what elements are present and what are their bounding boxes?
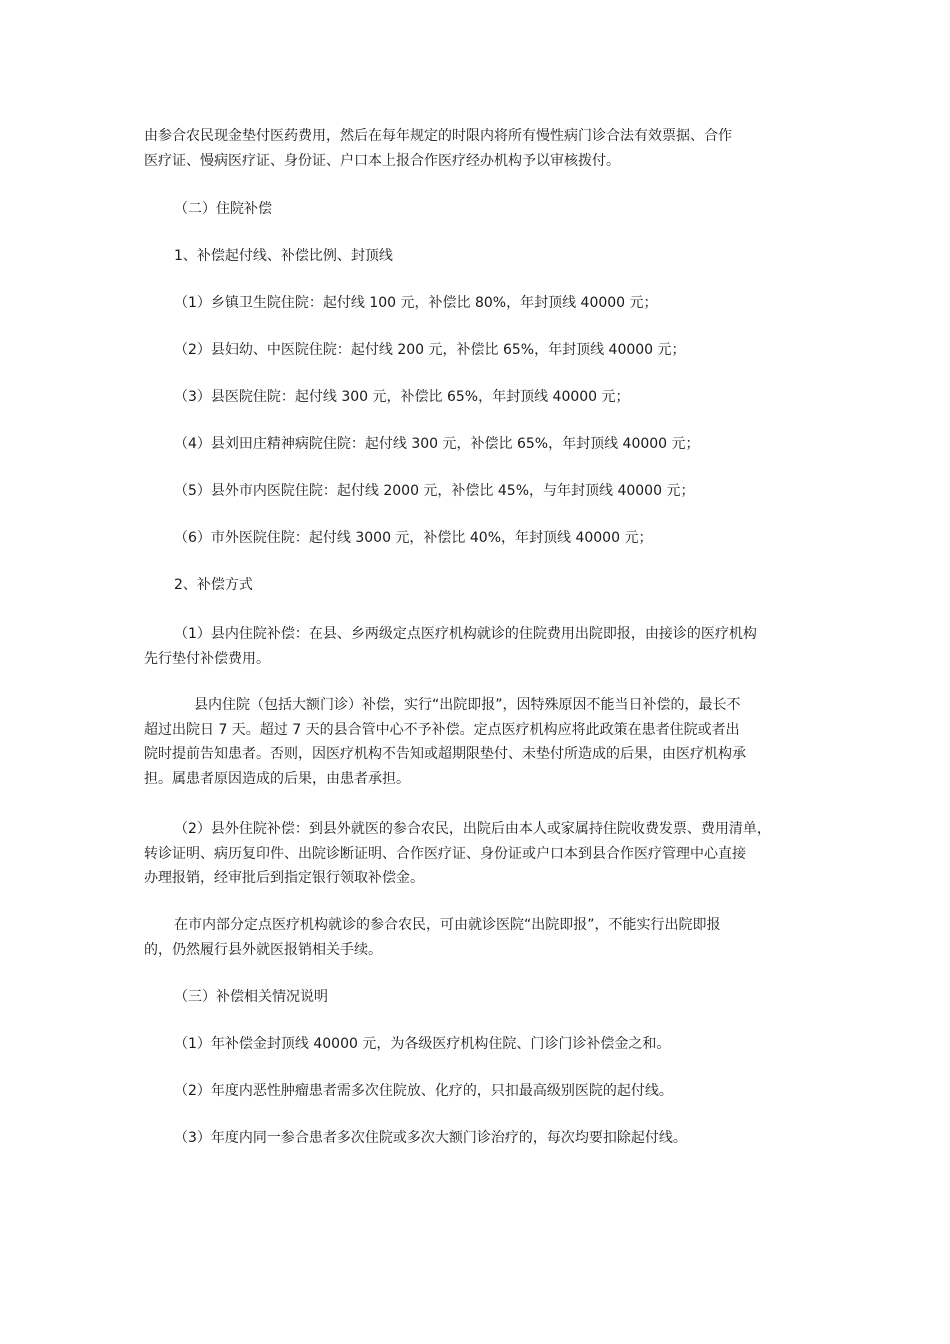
paragraph-line: 办理报销，经审批后到指定银行领取补偿金。 bbox=[144, 870, 424, 886]
intro-line: 由参合农民现金垫付医药费用，然后在每年规定的时限内将所有慢性病门诊合法有效票据、合作 bbox=[144, 128, 732, 144]
rate-item: （2）县妇幼、中医院住院：起付线 200 元，补偿比 65%，年封顶线 40000 元； bbox=[174, 342, 686, 358]
note-item: （3）年度内同一参合患者多次住院或多次大额门诊治疗的，每次均要扣除起付线。 bbox=[174, 1130, 687, 1146]
paragraph-line: 超过出院日 7 天。超过 7 天的县合管中心不予补偿。定点医疗机构应将此政策在患者住院或者出 bbox=[144, 721, 740, 738]
subheading-thresholds: 1、补偿起付线、补偿比例、封顶线 bbox=[174, 248, 393, 264]
paragraph-line: 在市内部分定点医疗机构就诊的参合农民，可由就诊医院“出院即报”，不能实行出院即报 bbox=[174, 917, 721, 933]
method-in-county bbox=[144, 622, 757, 671]
paragraph-line: 先行垫付补偿费用。 bbox=[144, 650, 270, 667]
method-out-county-note bbox=[144, 913, 721, 962]
subheading-methods: 2、补偿方式 bbox=[174, 577, 253, 593]
note-item: （1）年补偿金封顶线 40000 元，为各级医疗机构住院、门诊门诊补偿金之和。 bbox=[174, 1036, 671, 1052]
paragraph-line: 院时提前告知患者。否则，因医疗机构不告知或超期限垫付、未垫付所造成的后果，由医疗机构承 bbox=[144, 746, 746, 762]
rate-item: （6）市外医院住院：起付线 3000 元，补偿比 40%，年封顶线 40000 元； bbox=[174, 530, 653, 546]
paragraph-line: （1）县内住院补偿：在县、乡两级定点医疗机构就诊的住院费用出院即报，由接诊的医疗机构 bbox=[174, 626, 757, 642]
rate-item: （1）乡镇卫生院住院：起付线 100 元，补偿比 80%，年封顶线 40000 元； bbox=[174, 295, 658, 311]
section-heading-inpatient: （二）住院补偿 bbox=[174, 201, 272, 217]
note-item: （2）年度内恶性肿瘤患者需多次住院放、化疗的，只扣最高级别医院的起付线。 bbox=[174, 1083, 673, 1099]
intro-line: 医疗证、慢病医疗证、身份证、户口本上报合作医疗经办机构予以审核拨付。 bbox=[144, 152, 620, 169]
intro-paragraph bbox=[144, 124, 732, 173]
paragraph-line: 县内住院（包括大额门诊）补偿，实行“出院即报”，因特殊原因不能当日补偿的，最长不 bbox=[194, 697, 741, 713]
rate-item: （4）县刘田庄精神病院住院：起付线 300 元，补偿比 65%，年封顶线 40000 元； bbox=[174, 436, 700, 452]
paragraph-line: （2）县外住院补偿：到县外就医的参合农民，出院后由本人或家属持住院收费发票、费用清单， bbox=[174, 821, 771, 837]
rate-item: （5）县外市内医院住院：起付线 2000 元，补偿比 45%，与年封顶线 40000 元； bbox=[174, 483, 695, 499]
paragraph-line: 转诊证明、病历复印件、出院诊断证明、合作医疗证、身份证或户口本到县合作医疗管理中心直接 bbox=[144, 845, 746, 862]
rate-item: （3）县医院住院：起付线 300 元，补偿比 65%，年封顶线 40000 元； bbox=[174, 389, 630, 405]
method-out-county bbox=[144, 817, 771, 891]
paragraph-line: 的，仍然履行县外就医报销相关手续。 bbox=[144, 941, 382, 958]
section-heading-notes: （三）补偿相关情况说明 bbox=[174, 989, 328, 1005]
paragraph-line: 担。属患者原因造成的后果，由患者承担。 bbox=[144, 770, 410, 787]
method-in-county-detail bbox=[144, 693, 746, 791]
